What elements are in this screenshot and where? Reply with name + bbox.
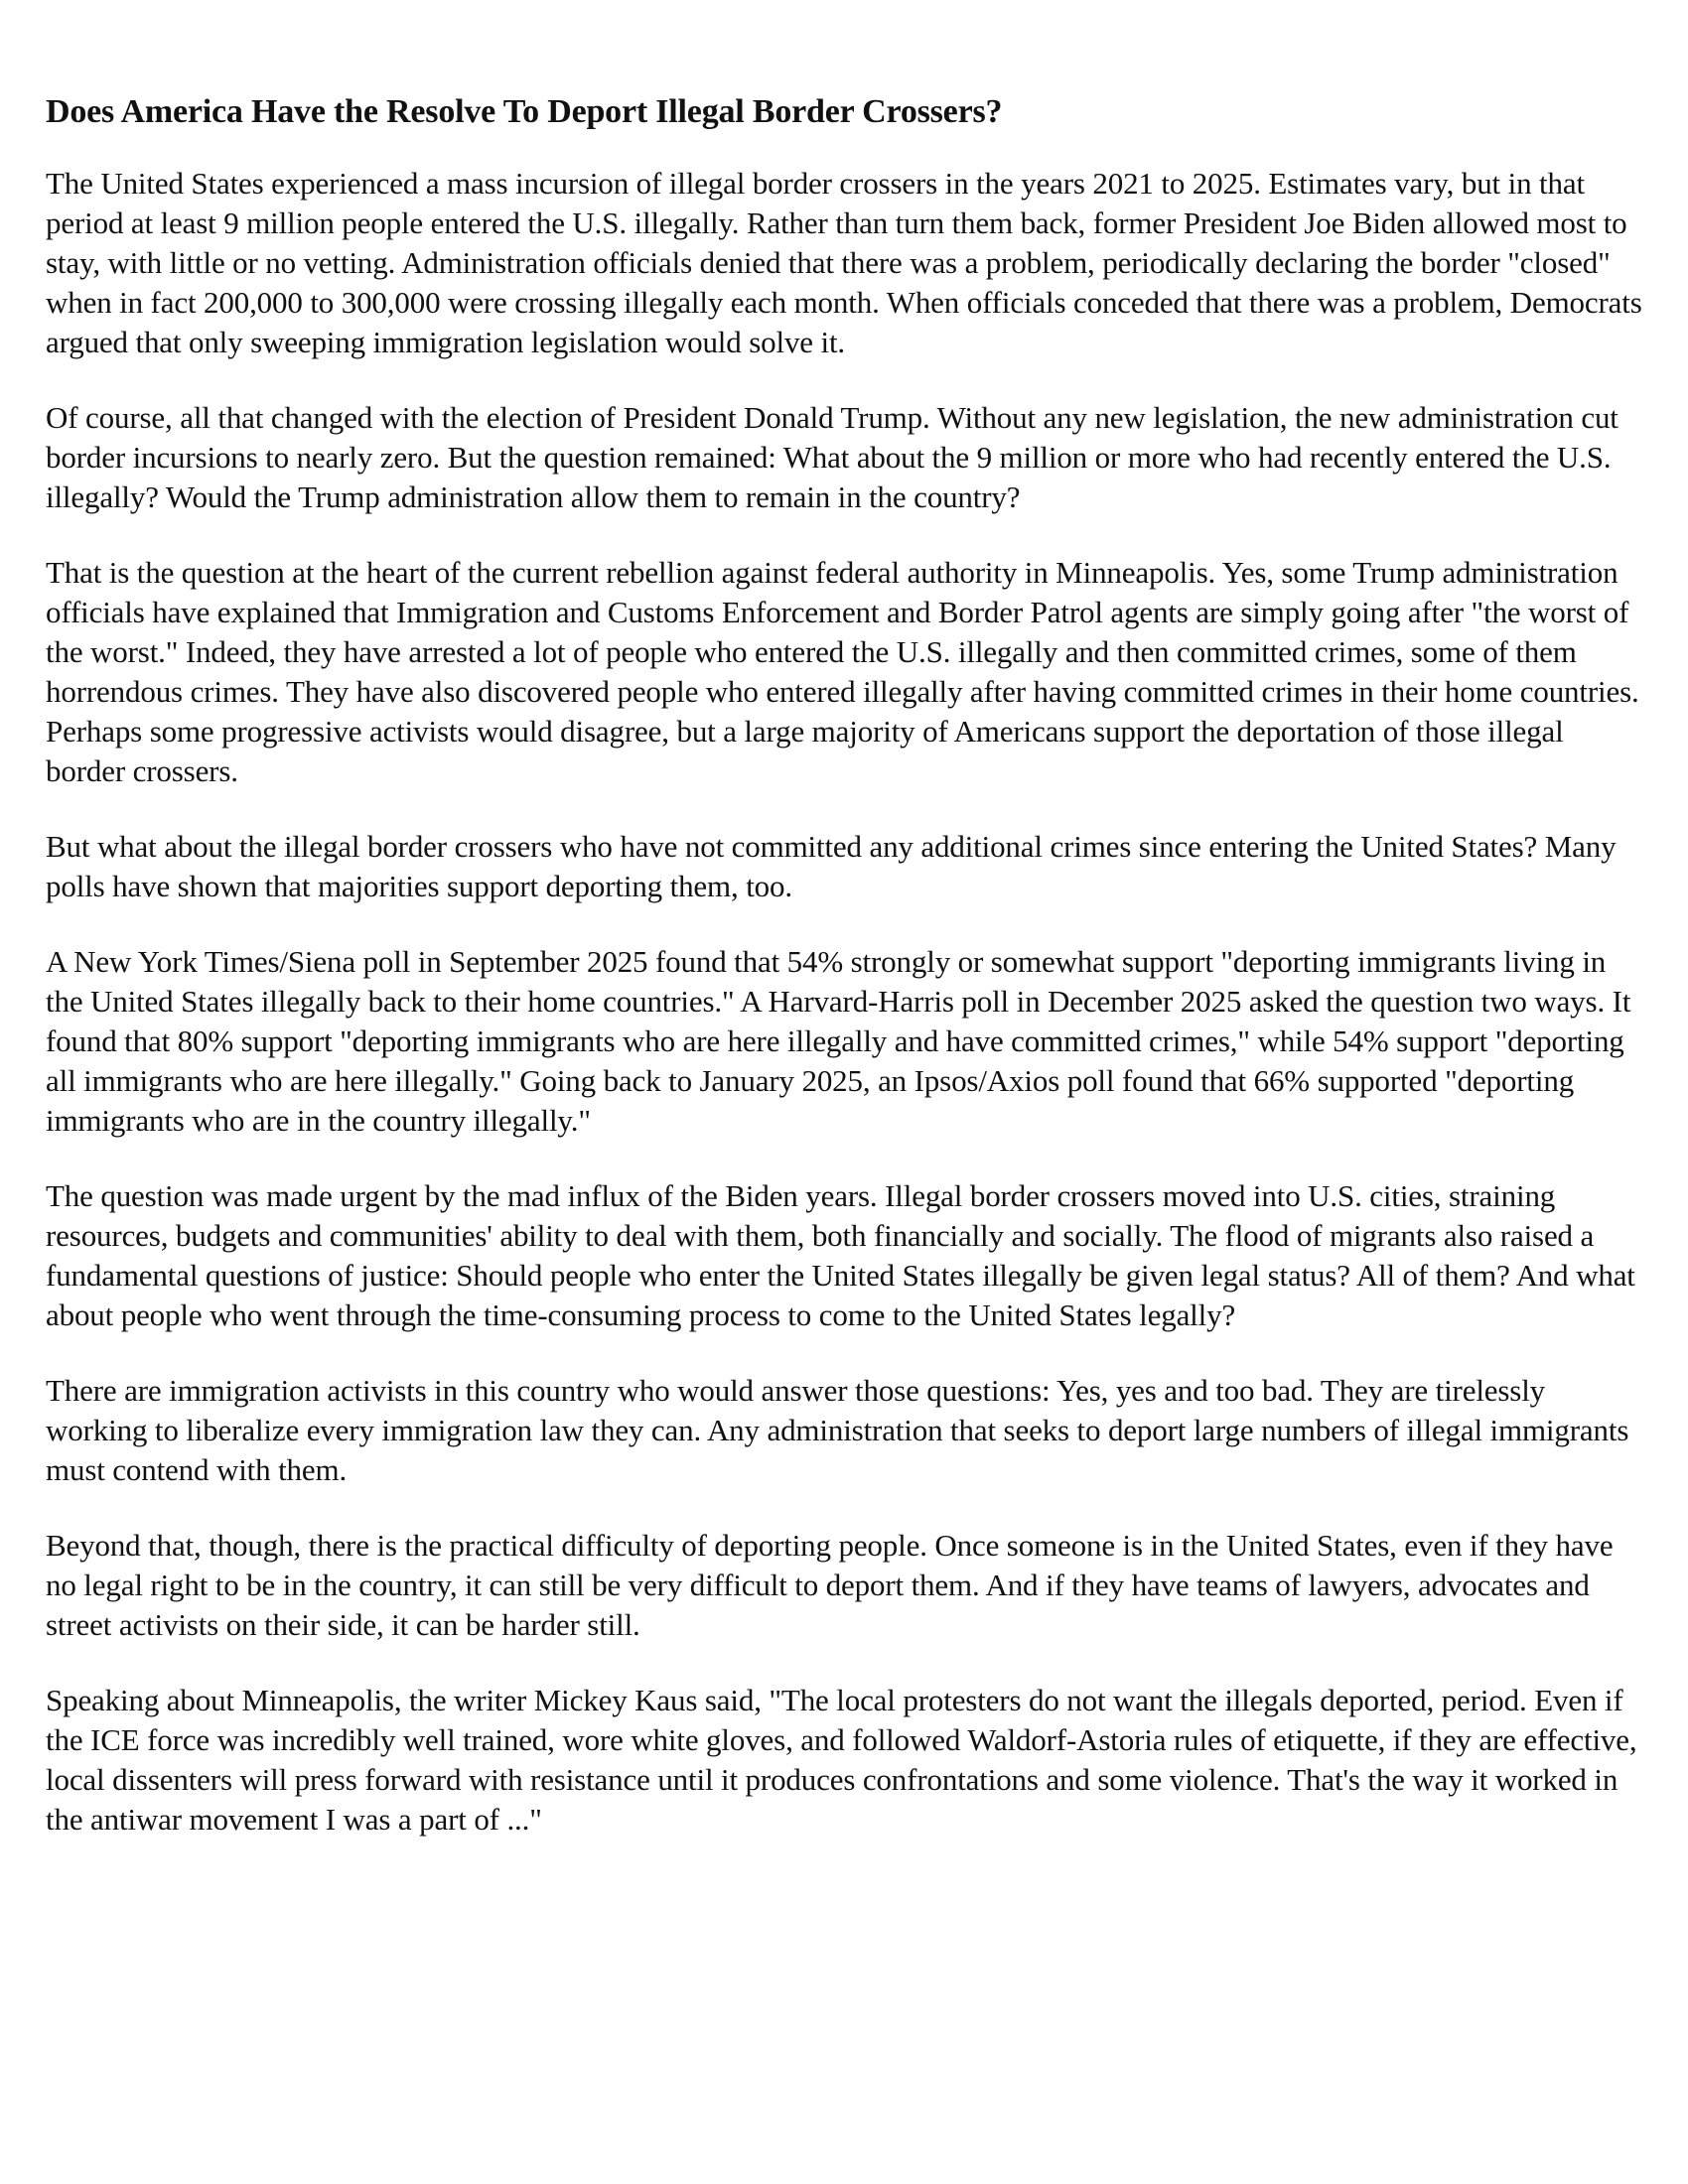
article-paragraph-2: Of course, all that changed with the election of President Donald Trump. Without any new legislation, the new administration cut border incursions to nearly zero. But the question remained: What about the 9 million or more who had recently entered the U.S. illegally? Would the Trump administration allow them to remain in the country?	[46, 400, 1618, 514]
article-title: Does America Have the Resolve To Deport Illegal Border Crossers?	[46, 93, 1003, 130]
article-paragraph-3: That is the question at the heart of the current rebellion against federal authority in Minneapolis. Yes, some Trump administration officials have explained that Immigration and Customs Enforcement and Border Patrol agents are simply going after "the worst of the worst." Indeed, they have arrested a lot of people who entered the U.S. illegally and then committed crimes, some of them horrendous crimes. They have also discovered people who entered illegally after having committed crimes in their home countries. Perhaps some progressive activists would disagree, but a large majority of Americans support the deportation of those illegal border crossers.	[46, 555, 1639, 788]
article-paragraph-6: The question was made urgent by the mad influx of the Biden years. Illegal border crossers moved into U.S. cities, straining resources, budgets and communities' ability to deal with them, both financially and socially. The flood of migrants also raised a fundamental questions of justice: Should people who enter the United States illegally be given legal status? All of them? And what about people who went through the time-consuming process to come to the United States legally?	[46, 1178, 1635, 1332]
article-paragraph-9: Speaking about Minneapolis, the writer Mickey Kaus said, "The local protesters do not want the illegals deported, period. Even if the ICE force was incredibly well trained, wore white gloves, and followed Waldorf-Astoria rules of etiquette, if they are effective, local dissenters will press forward with resistance until it produces confrontations and some violence. That's the way it worked in the antiwar movement I was a part of ..."	[46, 1683, 1637, 1837]
article-paragraph-4: But what about the illegal border crossers who have not committed any additional crimes since entering the United States? Many polls have shown that majorities support deporting them, too.	[46, 829, 1617, 903]
article-paragraph-1: The United States experienced a mass incursion of illegal border crossers in the years 2021 to 2025. Estimates vary, but in that period at least 9 million people entered the U.S. illegally. Rather than turn them back, former President Joe Biden allowed most to stay, with little or no vetting. Administration officials denied that there was a problem, periodically declaring the border "closed" when in fact 200,000 to 300,000 were crossing illegally each month. When officials conceded that there was a problem, Democrats argued that only sweeping immigration legislation would solve it.	[46, 166, 1642, 359]
document-page	[46, 92, 1646, 1875]
article-paragraph-8: Beyond that, though, there is the practical difficulty of deporting people. Once someone is in the United States, even if they have no legal right to be in the country, it can still be very difficult to deport them. And if they have teams of lawyers, advocates and street activists on their side, it can be harder still.	[46, 1528, 1614, 1642]
article-paragraph-5: A New York Times/Siena poll in September 2025 found that 54% strongly or somewhat support "deporting immigrants living in the United States illegally back to their home countries." A Harvard-Harris poll in December 2025 asked the question two ways. It found that 80% support "deporting immigrants who are here illegally and have committed crimes," while 54% support "deporting all immigrants who are here illegally." Going back to January 2025, an Ipsos/Axios poll found that 66% supported "deporting immigrants who are in the country illegally."	[46, 944, 1631, 1138]
article-paragraph-7: There are immigration activists in this country who would answer those questions: Yes, yes and too bad. They are tirelessly working to liberalize every immigration law they can. Any administration that seeks to deport large numbers of illegal immigrants must contend with them.	[46, 1373, 1629, 1487]
